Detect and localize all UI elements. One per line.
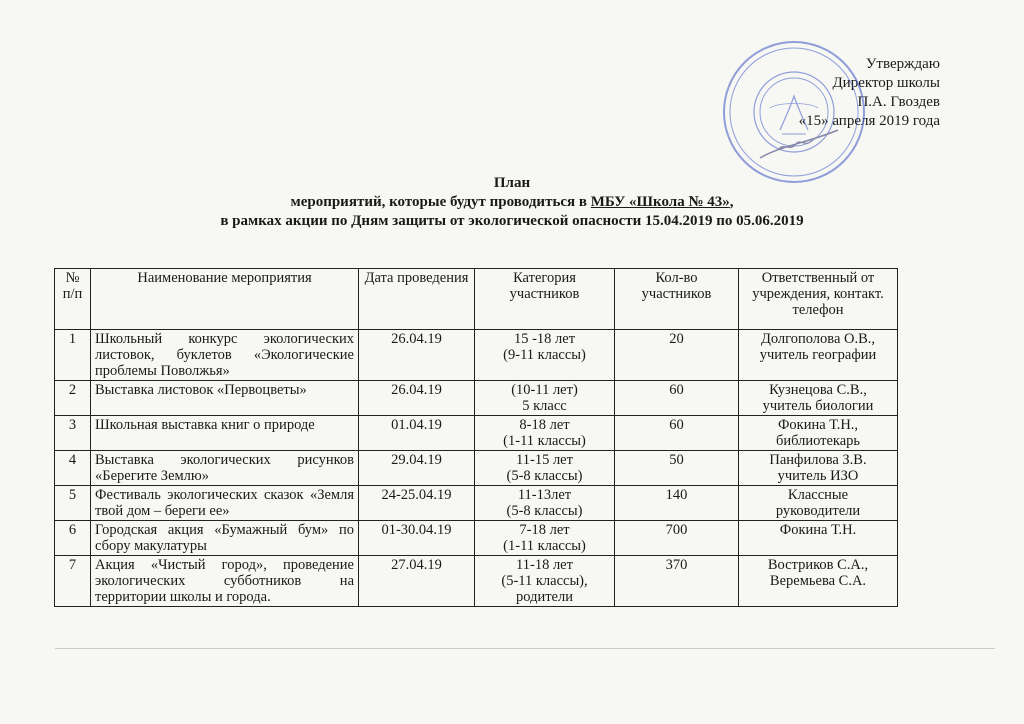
cell-responsible: Фокина Т.Н. bbox=[739, 521, 898, 556]
table-row bbox=[55, 416, 898, 451]
cell-responsible: Панфилова З.В. учитель ИЗО bbox=[739, 451, 898, 486]
header-date: Дата проведения bbox=[359, 269, 475, 330]
cell-responsible: Востриков С.А., Веремьева С.А. bbox=[739, 556, 898, 607]
cell-responsible: Классные руководители bbox=[739, 486, 898, 521]
approval-line: Директор школы bbox=[832, 75, 940, 91]
table-row bbox=[55, 486, 898, 521]
header-category: Категория участников bbox=[475, 269, 615, 330]
header-responsible: Ответственный от учреждения, контакт. телефон bbox=[739, 269, 898, 330]
approval-line: Утверждаю bbox=[865, 56, 940, 72]
cell-category: 8-18 лет (1-11 классы) bbox=[475, 416, 615, 451]
cell-count: 20 bbox=[615, 330, 739, 381]
cell-num: 3 bbox=[55, 416, 91, 451]
table-row bbox=[55, 330, 898, 381]
cell-name: Фестиваль экологических сказок «Земля твой дом – береги ее» bbox=[91, 486, 359, 521]
cell-count: 50 bbox=[615, 451, 739, 486]
cell-num: 4 bbox=[55, 451, 91, 486]
cell-num: 5 bbox=[55, 486, 91, 521]
cell-category: (10-11 лет) 5 класс bbox=[475, 381, 615, 416]
cell-category: 11-15 лет (5-8 классы) bbox=[475, 451, 615, 486]
cell-category: 11-13лет (5-8 классы) bbox=[475, 486, 615, 521]
divider bbox=[55, 648, 995, 649]
cell-name: Акция «Чистый город», проведение экологических субботников на территории школы и города. bbox=[91, 556, 359, 607]
table-row bbox=[55, 451, 898, 486]
cell-date: 01-30.04.19 bbox=[359, 521, 475, 556]
table-header-row bbox=[55, 269, 898, 330]
events-table bbox=[54, 268, 898, 607]
school-name: МБУ «Школа № 43» bbox=[590, 194, 730, 210]
approval-line: П.А. Гвоздев bbox=[857, 94, 940, 110]
cell-num: 1 bbox=[55, 330, 91, 381]
title-line bbox=[0, 193, 1024, 212]
cell-responsible: Долгополова О.В., учитель географии bbox=[739, 330, 898, 381]
title-line: в рамках акции по Дням защиты от экологической опасности 15.04.2019 по 05.06.2019 bbox=[220, 213, 804, 229]
header-name: Наименование мероприятия bbox=[91, 269, 359, 330]
cell-num: 2 bbox=[55, 381, 91, 416]
cell-category: 15 -18 лет (9-11 классы) bbox=[475, 330, 615, 381]
cell-num: 7 bbox=[55, 556, 91, 607]
title-line: План bbox=[493, 175, 531, 191]
cell-count: 60 bbox=[615, 381, 739, 416]
table-row bbox=[55, 521, 898, 556]
cell-num: 6 bbox=[55, 521, 91, 556]
cell-count: 140 bbox=[615, 486, 739, 521]
cell-name: Городская акция «Бумажный бум» по сбору макулатуры bbox=[91, 521, 359, 556]
cell-responsible: Фокина Т.Н., библиотекарь bbox=[739, 416, 898, 451]
cell-name: Школьный конкурс экологических листовок, буклетов «Экологические проблемы Поволжья» bbox=[91, 330, 359, 381]
approval-line: «15» апреля 2019 года bbox=[798, 113, 940, 129]
document-title bbox=[0, 174, 1024, 231]
cell-date: 29.04.19 bbox=[359, 451, 475, 486]
title-text: , bbox=[729, 194, 734, 210]
cell-date: 27.04.19 bbox=[359, 556, 475, 607]
table-row bbox=[55, 556, 898, 607]
cell-count: 700 bbox=[615, 521, 739, 556]
cell-date: 26.04.19 bbox=[359, 381, 475, 416]
cell-name: Выставка экологических рисунков «Берегите Землю» bbox=[91, 451, 359, 486]
cell-count: 370 bbox=[615, 556, 739, 607]
cell-name: Выставка листовок «Первоцветы» bbox=[91, 381, 359, 416]
cell-category: 11-18 лет (5-11 классы), родители bbox=[475, 556, 615, 607]
school-stamp-seal bbox=[720, 38, 868, 186]
cell-responsible: Кузнецова С.В., учитель биологии bbox=[739, 381, 898, 416]
cell-date: 26.04.19 bbox=[359, 330, 475, 381]
cell-name: Школьная выставка книг о природе bbox=[91, 416, 359, 451]
title-text: мероприятий, которые будут проводиться в bbox=[290, 194, 591, 210]
cell-category: 7-18 лет (1-11 классы) bbox=[475, 521, 615, 556]
header-num: № п/п bbox=[55, 269, 91, 330]
cell-count: 60 bbox=[615, 416, 739, 451]
table-row bbox=[55, 381, 898, 416]
cell-date: 24-25.04.19 bbox=[359, 486, 475, 521]
header-count: Кол-во участников bbox=[615, 269, 739, 330]
cell-date: 01.04.19 bbox=[359, 416, 475, 451]
